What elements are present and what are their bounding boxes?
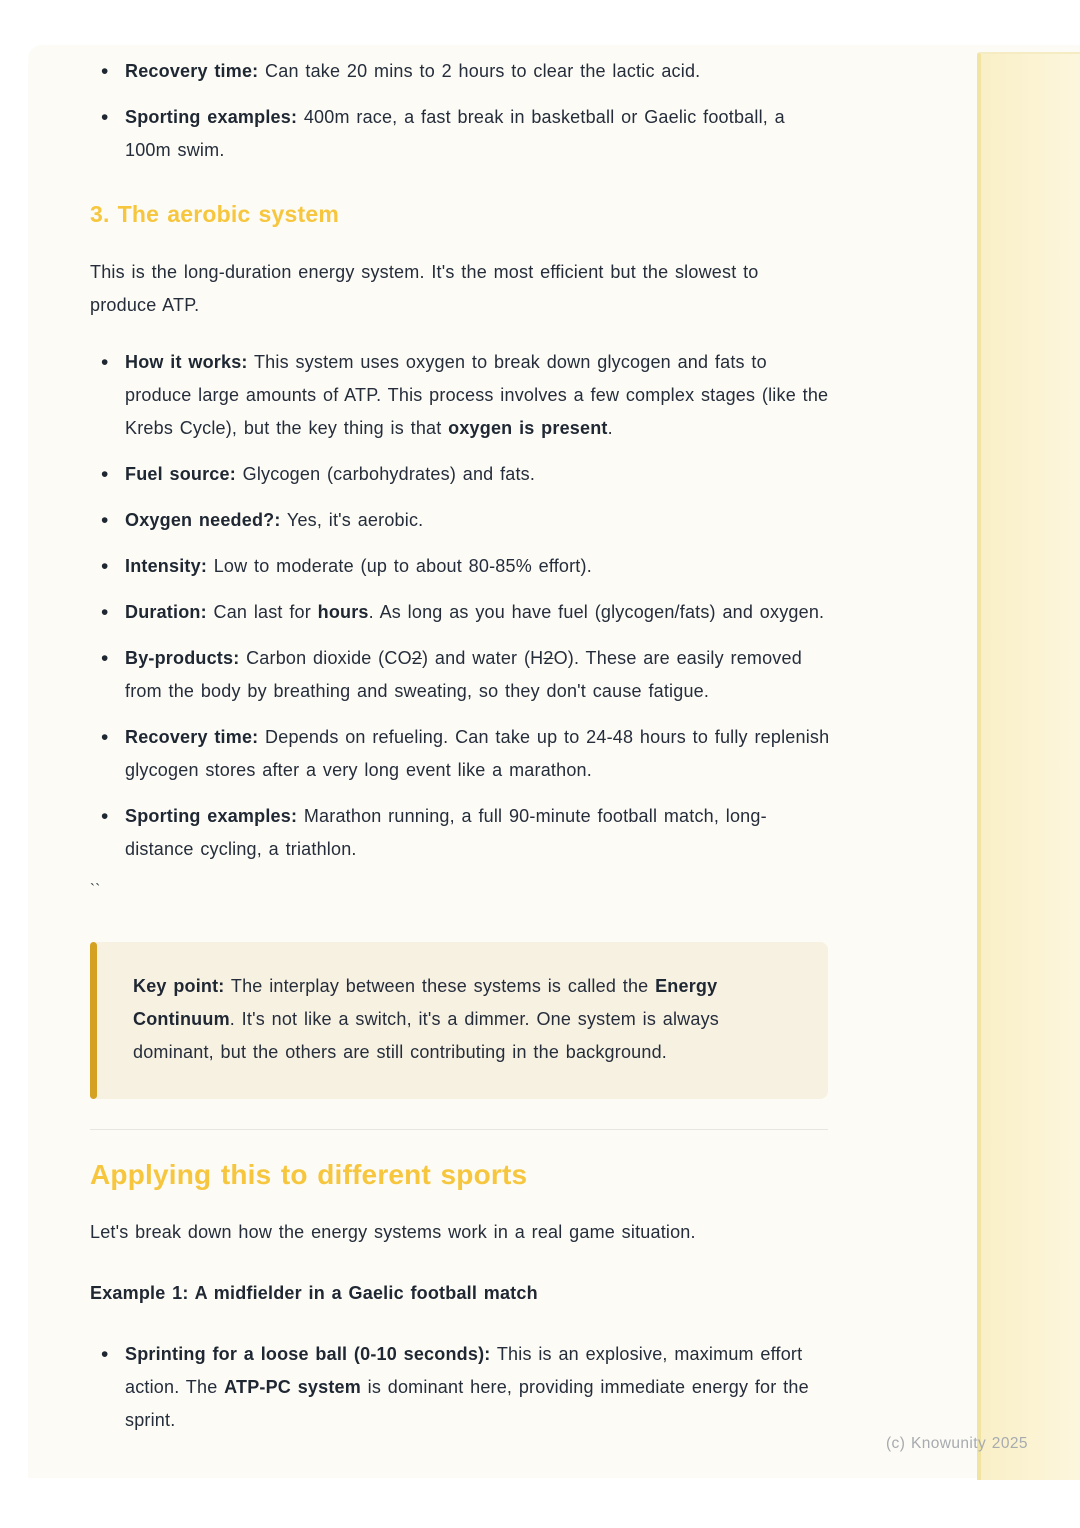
aerobic-intro-paragraph: This is the long-duration energy system. It's the most efficient but the slowest to produce ATP. <box>90 262 759 315</box>
aerobic-bullet-list <box>90 346 830 866</box>
list-item: • Recovery time: Can take 20 mins to 2 hours to clear the lactic acid. <box>90 55 830 88</box>
list-item: • Recovery time: Depends on refueling. Can take up to 24-48 hours to fully replenish glycogen stores after a very long event like a marathon. <box>90 721 830 787</box>
next-page-edge <box>977 52 1080 1480</box>
applying-intro-paragraph: Let's break down how the energy systems work in a real game situation. <box>90 1222 696 1242</box>
copyright-watermark: (c) Knowunity 2025 <box>886 1435 1028 1452</box>
section-heading-aerobic: 3. The aerobic system <box>90 201 340 227</box>
section-divider <box>90 1129 828 1130</box>
list-item: • Intensity: Low to moderate (up to about 80-85% effort). <box>90 550 830 583</box>
list-item: • Fuel source: Glycogen (carbohydrates) and fats. <box>90 458 830 491</box>
list-item: • Sprinting for a loose ball (0-10 seconds): This is an explosive, maximum effort action. The ATP-PC system is dominant here, providing immediate energy for the sprint. <box>90 1338 830 1437</box>
page-heading-applying: Applying this to different sports <box>90 1159 528 1190</box>
callout-text: Key point: The interplay between these systems is called the Energy Continuum. It's not like a switch, it's a dimmer. One system is always dominant, but the others are still contributing in the background. <box>133 976 719 1062</box>
list-item: • By-products: Carbon dioxide (CO2) and water (H2O). These are easily removed from the body by breathing and sweating, so they don't cause fatigue. <box>90 642 830 708</box>
callout-accent-bar <box>90 942 97 1099</box>
list-item: • Duration: Can last for hours. As long as you have fuel (glycogen/fats) and oxygen. <box>90 596 830 629</box>
list-item: • How it works: This system uses oxygen to break down glycogen and fats to produce large amounts of ATP. This process involves a few complex stages (like the Krebs Cycle), but the key thing is that oxygen is present. <box>90 346 830 445</box>
list-item: • Sporting examples: Marathon running, a full 90-minute football match, long-distance cycling, a triathlon. <box>90 800 830 866</box>
recovery-sporting-list <box>90 55 830 167</box>
list-item: • Sporting examples: 400m race, a fast break in basketball or Gaelic football, a 100m swim. <box>90 101 830 167</box>
key-point-callout <box>90 942 828 1099</box>
document-content <box>90 55 830 1450</box>
stray-backticks: `` <box>90 881 101 898</box>
example-1-heading: Example 1: A midfielder in a Gaelic football match <box>90 1283 538 1303</box>
example-1-bullet-list <box>90 1338 830 1437</box>
list-item: • Oxygen needed?: Yes, it's aerobic. <box>90 504 830 537</box>
